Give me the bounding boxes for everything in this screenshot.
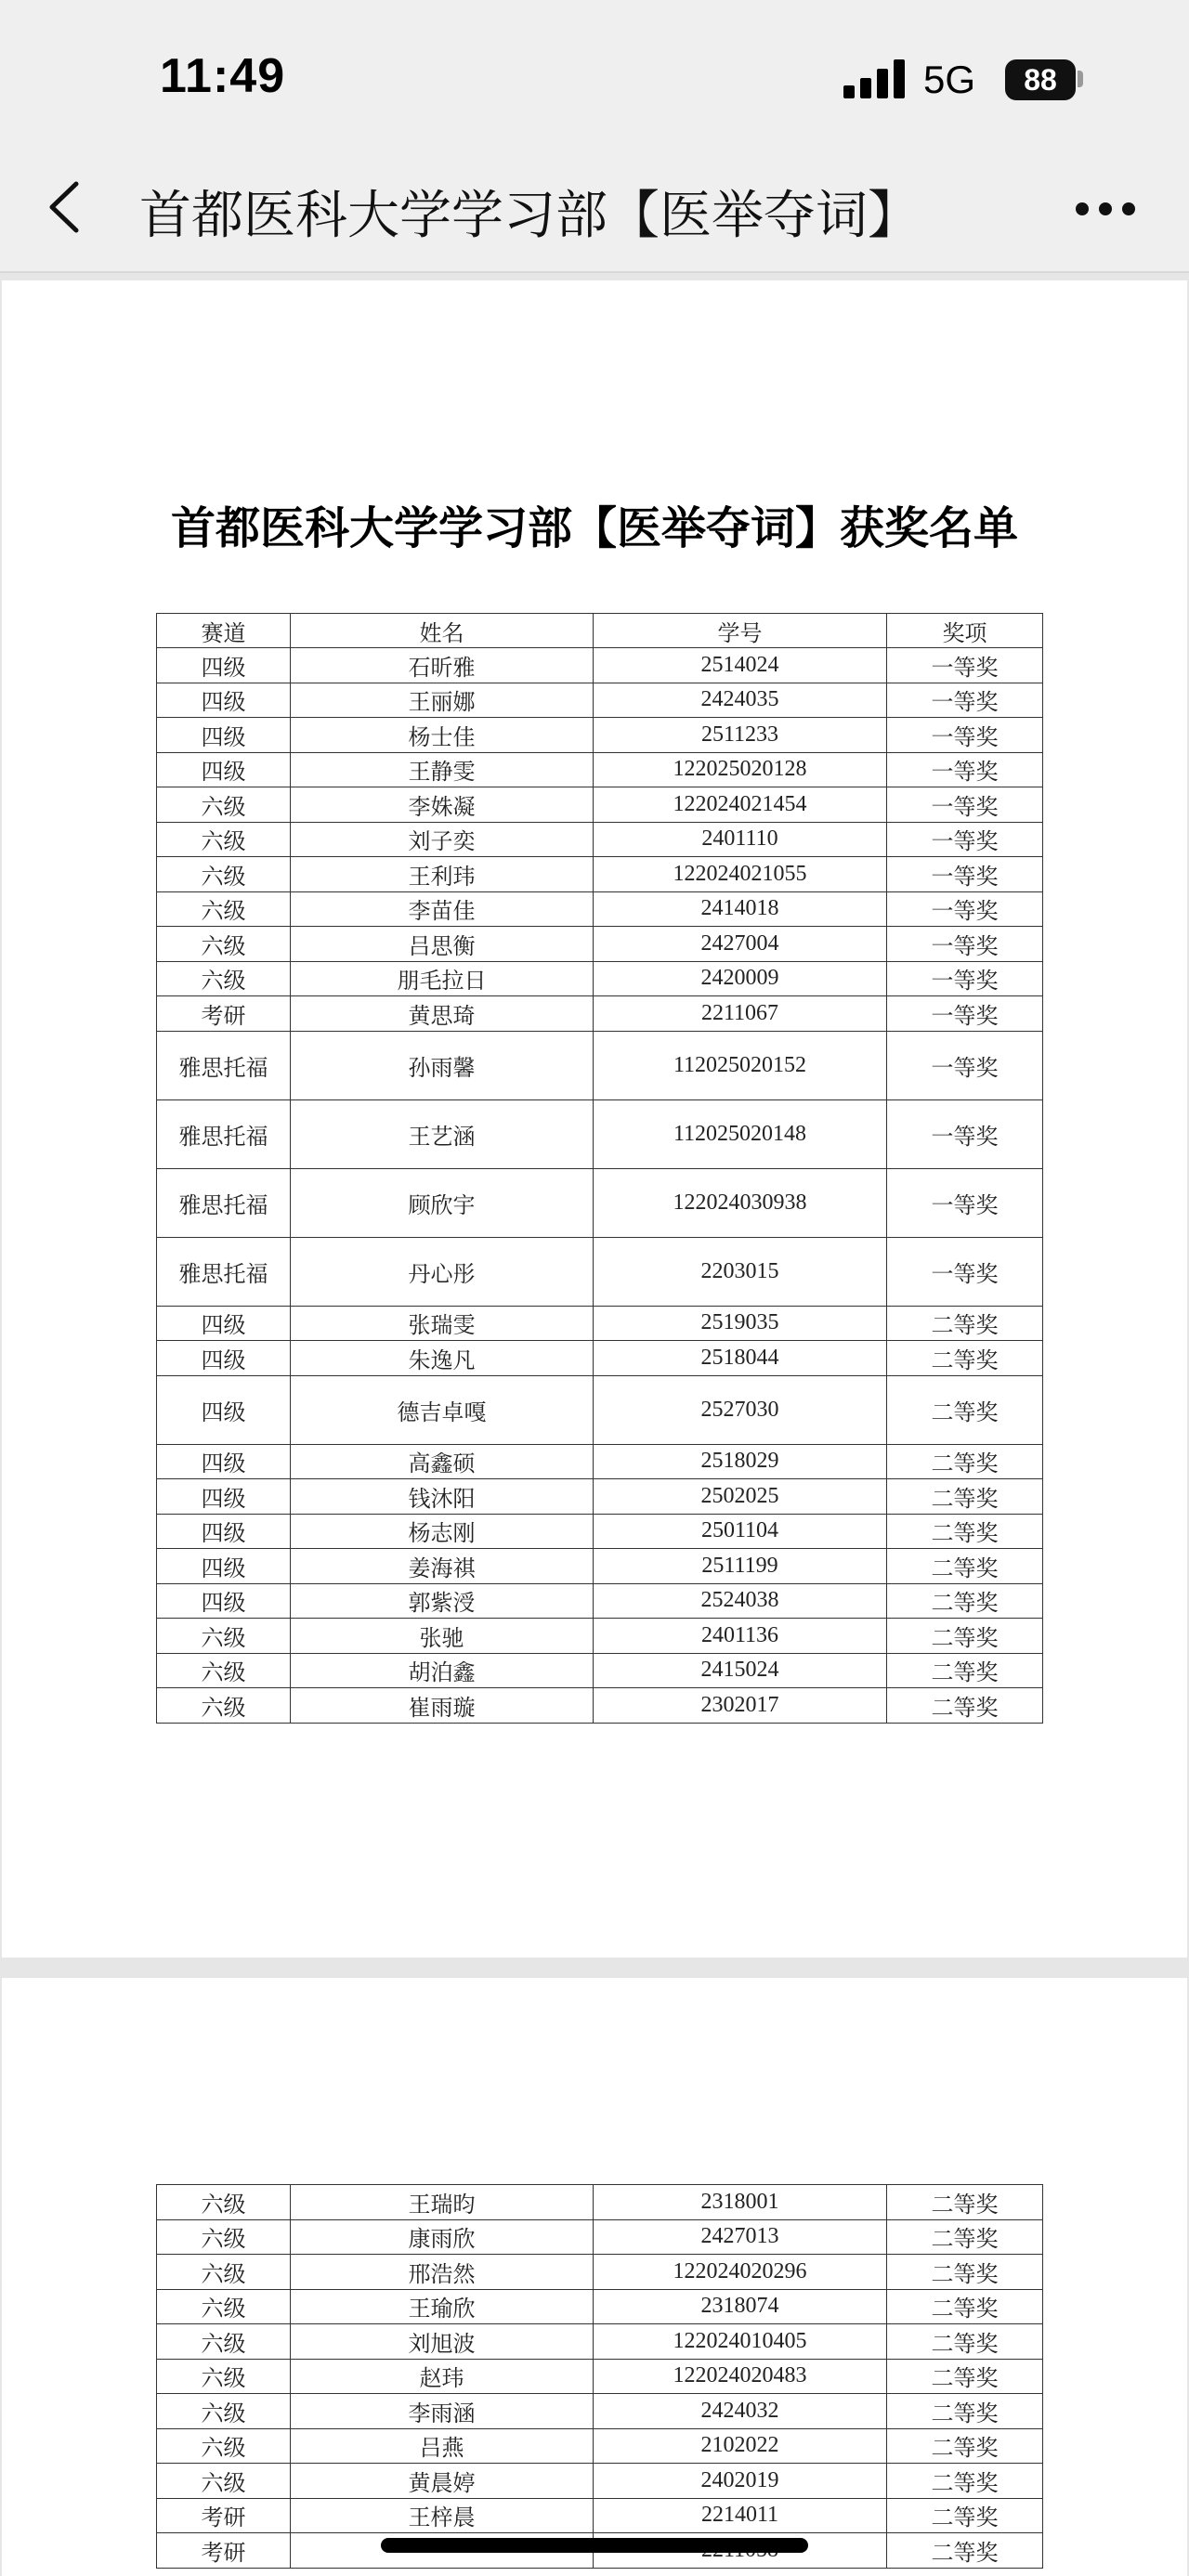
cell-award: 一等奖: [887, 996, 1043, 1032]
cell-track: 四级: [157, 1479, 291, 1515]
document-page-1: [2, 280, 1187, 1958]
cell-student-id: 2427004: [594, 927, 887, 962]
cell-track: 六级: [157, 961, 291, 996]
cell-track: 考研: [157, 2533, 291, 2569]
cell-student-id: 122024030938: [594, 1168, 887, 1237]
cell-student-id: 122025020128: [594, 752, 887, 787]
table-row: [157, 2219, 1043, 2255]
table-row: [157, 2324, 1043, 2360]
cell-track: 六级: [157, 2359, 291, 2394]
cell-student-id: 2102022: [594, 2428, 887, 2464]
cell-name: 刘旭波: [291, 2324, 594, 2360]
back-button[interactable]: [41, 175, 97, 240]
table-row: [157, 787, 1043, 823]
cell-student-id: 2519035: [594, 1306, 887, 1341]
table-row: [157, 2185, 1043, 2220]
cell-name: 康雨欣: [291, 2219, 594, 2255]
cell-track: 六级: [157, 2219, 291, 2255]
status-bar: [0, 0, 1189, 149]
cell-track: 六级: [157, 1653, 291, 1688]
cell-track: 六级: [157, 2394, 291, 2429]
cell-award: 一等奖: [887, 891, 1043, 927]
cell-name: 吕思衡: [291, 927, 594, 962]
cell-award: 二等奖: [887, 1619, 1043, 1654]
cell-name: 德吉卓嘎: [291, 1375, 594, 1444]
cell-track: 四级: [157, 1444, 291, 1479]
table-row: [157, 927, 1043, 962]
cell-track: 四级: [157, 752, 291, 787]
cell-track: 六级: [157, 2185, 291, 2220]
cell-name: 顾欣宇: [291, 1168, 594, 1237]
chevron-left-icon: [41, 175, 97, 240]
cell-student-id: 122024020296: [594, 2255, 887, 2290]
cell-award: 一等奖: [887, 961, 1043, 996]
table-row: [157, 718, 1043, 753]
table-row: [157, 996, 1043, 1032]
battery-icon: 88: [1005, 59, 1076, 100]
cell-name: 孙雨馨: [291, 1031, 594, 1099]
cell-award: 二等奖: [887, 1549, 1043, 1584]
more-options-button[interactable]: [1076, 202, 1135, 217]
cell-award: 二等奖: [887, 2185, 1043, 2220]
cell-award: 一等奖: [887, 752, 1043, 787]
table-row: [157, 2359, 1043, 2394]
table-row: [157, 1444, 1043, 1479]
cell-award: 一等奖: [887, 683, 1043, 718]
cell-award: 二等奖: [887, 2359, 1043, 2394]
cell-award: 一等奖: [887, 1031, 1043, 1099]
table-row: [157, 1341, 1043, 1376]
cell-track: 六级: [157, 787, 291, 823]
table-row: [157, 1549, 1043, 1584]
cell-award: 二等奖: [887, 2219, 1043, 2255]
table-row: [157, 2498, 1043, 2533]
cell-student-id: 2318001: [594, 2185, 887, 2220]
more-dot-icon: [1099, 202, 1112, 215]
cell-track: 六级: [157, 822, 291, 857]
cell-name: 王梓晨: [291, 2498, 594, 2533]
table-row: [157, 1479, 1043, 1515]
cell-track: 四级: [157, 1583, 291, 1619]
cell-track: 雅思托福: [157, 1099, 291, 1168]
cell-student-id: 122024021454: [594, 787, 887, 823]
cell-name: 丹心彤: [291, 1237, 594, 1306]
cell-track: 六级: [157, 927, 291, 962]
cell-student-id: 2527030: [594, 1375, 887, 1444]
cell-award: 一等奖: [887, 822, 1043, 857]
table-row: [157, 683, 1043, 718]
cell-student-id: 2401110: [594, 822, 887, 857]
cell-track: 六级: [157, 2324, 291, 2360]
cell-name: 高鑫硕: [291, 1444, 594, 1479]
cell-award: 二等奖: [887, 1444, 1043, 1479]
cell-name: 张瑞雯: [291, 1306, 594, 1341]
cell-student-id: 2211067: [594, 996, 887, 1032]
cell-track: 四级: [157, 1514, 291, 1549]
cell-award: 二等奖: [887, 1375, 1043, 1444]
cell-award: 一等奖: [887, 787, 1043, 823]
cell-track: 四级: [157, 1306, 291, 1341]
cell-student-id: 2318074: [594, 2289, 887, 2324]
cell-name: 黄思琦: [291, 996, 594, 1032]
cell-award: 二等奖: [887, 1583, 1043, 1619]
cell-student-id: 2302017: [594, 1688, 887, 1724]
cell-name: 郭紫涭: [291, 1583, 594, 1619]
cell-track: 六级: [157, 2289, 291, 2324]
signal-icon: [843, 58, 905, 98]
cell-track: 六级: [157, 2464, 291, 2499]
cell-award: 一等奖: [887, 718, 1043, 753]
cell-name: 刘子奕: [291, 822, 594, 857]
cell-award: 一等奖: [887, 648, 1043, 683]
cell-name: 王艺涵: [291, 1099, 594, 1168]
cell-award: 一等奖: [887, 857, 1043, 892]
cell-track: 六级: [157, 2255, 291, 2290]
cell-award: 一等奖: [887, 1237, 1043, 1306]
cell-student-id: 112025020152: [594, 1031, 887, 1099]
table-row: [157, 822, 1043, 857]
table-row: [157, 1031, 1043, 1099]
cell-award: 二等奖: [887, 2324, 1043, 2360]
table-row: [157, 2255, 1043, 2290]
cell-name: 王丽娜: [291, 683, 594, 718]
table-row: [157, 1099, 1043, 1168]
table-row: [157, 1583, 1043, 1619]
cell-student-id: 112025020148: [594, 1099, 887, 1168]
cell-student-id: 2511233: [594, 718, 887, 753]
cell-student-id: 122024021055: [594, 857, 887, 892]
table-row: [157, 2394, 1043, 2429]
cell-award: 二等奖: [887, 2498, 1043, 2533]
header-name: 姓名: [291, 614, 594, 648]
cell-student-id: 122024020483: [594, 2359, 887, 2394]
more-dot-icon: [1122, 202, 1135, 215]
cell-track: 六级: [157, 1619, 291, 1654]
nav-bar: [0, 149, 1189, 273]
document-page-2: [2, 1978, 1187, 2576]
cell-award: 二等奖: [887, 1514, 1043, 1549]
cell-student-id: 2502025: [594, 1479, 887, 1515]
cell-student-id: 2424035: [594, 683, 887, 718]
cell-track: 六级: [157, 891, 291, 927]
more-dot-icon: [1076, 202, 1089, 215]
table-row: [157, 648, 1043, 683]
cell-student-id: 2501104: [594, 1514, 887, 1549]
cell-name: 姜海祺: [291, 1549, 594, 1584]
cell-name: 李雨涵: [291, 2394, 594, 2429]
awards-table: [156, 613, 1043, 1724]
cell-student-id: 2518029: [594, 1444, 887, 1479]
cell-award: 二等奖: [887, 2428, 1043, 2464]
cell-name: 王静雯: [291, 752, 594, 787]
cell-award: 一等奖: [887, 1168, 1043, 1237]
cell-name: 王瑞昀: [291, 2185, 594, 2220]
cell-track: 雅思托福: [157, 1168, 291, 1237]
cell-student-id: 2214011: [594, 2498, 887, 2533]
cell-student-id: 2514024: [594, 648, 887, 683]
cell-student-id: 2415024: [594, 1653, 887, 1688]
cell-award: 二等奖: [887, 2255, 1043, 2290]
cell-name: 朱逸凡: [291, 1341, 594, 1376]
cell-student-id: 2511199: [594, 1549, 887, 1584]
cell-student-id: 2402019: [594, 2464, 887, 2499]
cell-student-id: 2427013: [594, 2219, 887, 2255]
cell-name: 黄晨婷: [291, 2464, 594, 2499]
cell-name: 朋毛拉日: [291, 961, 594, 996]
cell-name: 崔雨璇: [291, 1688, 594, 1724]
cell-student-id: 2424032: [594, 2394, 887, 2429]
table-row: [157, 2428, 1043, 2464]
home-indicator[interactable]: [381, 2538, 808, 2553]
cell-student-id: 2401136: [594, 1619, 887, 1654]
nav-title: 首都医科大学学习部【医举夺词】: [139, 186, 920, 246]
cell-name: 王利玮: [291, 857, 594, 892]
table-row: [157, 1237, 1043, 1306]
table-header-row: [157, 614, 1043, 648]
cell-award: 一等奖: [887, 1099, 1043, 1168]
cell-name: 王瑜欣: [291, 2289, 594, 2324]
cell-track: 雅思托福: [157, 1031, 291, 1099]
cell-track: 六级: [157, 857, 291, 892]
cell-track: 四级: [157, 718, 291, 753]
cell-name: 杨士佳: [291, 718, 594, 753]
document-title: 首都医科大学学习部【医举夺词】获奖名单: [170, 502, 1018, 554]
cell-track: 四级: [157, 683, 291, 718]
cell-award: 二等奖: [887, 1479, 1043, 1515]
cell-name: 李姝凝: [291, 787, 594, 823]
cell-track: 雅思托福: [157, 1237, 291, 1306]
cell-track: 四级: [157, 648, 291, 683]
cell-student-id: 2420009: [594, 961, 887, 996]
cell-award: 二等奖: [887, 2464, 1043, 2499]
cell-name: 石昕雅: [291, 648, 594, 683]
status-time: 11:49: [160, 49, 286, 103]
cell-track: 考研: [157, 2498, 291, 2533]
cell-award: 二等奖: [887, 1341, 1043, 1376]
header-student-id: 学号: [594, 614, 887, 648]
cell-name: 钱沐阳: [291, 1479, 594, 1515]
cell-track: 四级: [157, 1375, 291, 1444]
cell-award: 二等奖: [887, 1688, 1043, 1724]
cell-name: 张驰: [291, 1619, 594, 1654]
network-type: 5G: [923, 58, 976, 101]
table-row: [157, 857, 1043, 892]
cell-name: 赵玮: [291, 2359, 594, 2394]
table-row: [157, 2289, 1043, 2324]
cell-student-id: 2524038: [594, 1583, 887, 1619]
cell-award: 一等奖: [887, 927, 1043, 962]
cell-track: 六级: [157, 2428, 291, 2464]
cell-name: 李苗佳: [291, 891, 594, 927]
table-row: [157, 1168, 1043, 1237]
battery-cap: [1078, 71, 1083, 87]
awards-table-continued: [156, 2184, 1043, 2569]
cell-award: 二等奖: [887, 2533, 1043, 2569]
table-row: [157, 891, 1043, 927]
cell-name: 杨志刚: [291, 1514, 594, 1549]
table-row: [157, 1688, 1043, 1724]
table-row: [157, 752, 1043, 787]
cell-track: 四级: [157, 1341, 291, 1376]
table-row: [157, 1653, 1043, 1688]
table-row: [157, 1306, 1043, 1341]
cell-track: 六级: [157, 1688, 291, 1724]
cell-award: 二等奖: [887, 1653, 1043, 1688]
table-row: [157, 1619, 1043, 1654]
cell-name: 邢浩然: [291, 2255, 594, 2290]
cell-award: 二等奖: [887, 2289, 1043, 2324]
cell-student-id: 122024010405: [594, 2324, 887, 2360]
cell-award: 二等奖: [887, 1306, 1043, 1341]
table-row: [157, 1375, 1043, 1444]
table-row: [157, 961, 1043, 996]
cell-student-id: 2203015: [594, 1237, 887, 1306]
table-row: [157, 1514, 1043, 1549]
cell-award: 二等奖: [887, 2394, 1043, 2429]
cell-track: 考研: [157, 996, 291, 1032]
cell-name: 吕燕: [291, 2428, 594, 2464]
table-row: [157, 2464, 1043, 2499]
header-track: 赛道: [157, 614, 291, 648]
cell-name: 胡泊鑫: [291, 1653, 594, 1688]
header-award: 奖项: [887, 614, 1043, 648]
cell-student-id: 2518044: [594, 1341, 887, 1376]
cell-track: 四级: [157, 1549, 291, 1584]
cell-student-id: 2414018: [594, 891, 887, 927]
